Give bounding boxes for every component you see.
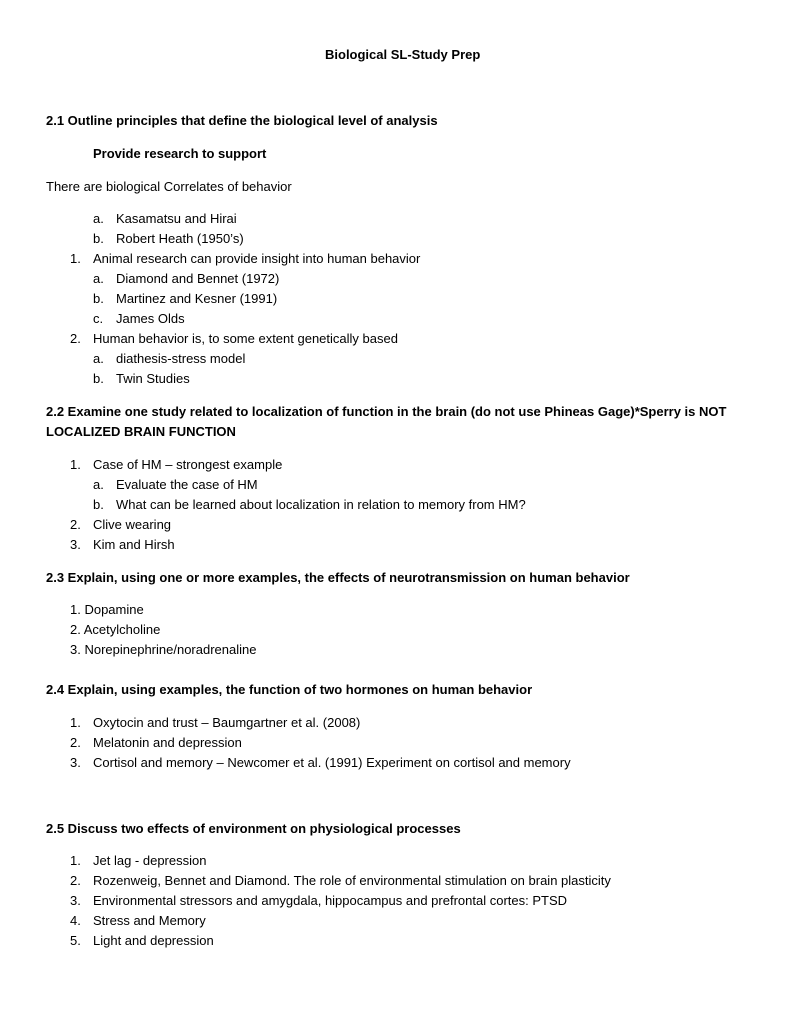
list-marker: a. [93, 351, 104, 366]
list-marker: 2. [70, 735, 81, 750]
section-2-2-heading-line-2: LOCALIZED BRAIN FUNCTION [46, 424, 236, 439]
list-item-text: Case of HM – strongest example [93, 457, 283, 472]
list-item-text: Diamond and Bennet (1972) [116, 271, 280, 286]
list-item: 1. Dopamine [70, 602, 144, 617]
list-marker: 2. [70, 873, 81, 888]
list-marker: 4. [70, 913, 81, 928]
section-2-4-heading: 2.4 Explain, using examples, the function of two hormones on human behavior [46, 682, 533, 697]
list-marker: 2. [70, 331, 81, 346]
list-item-text: Robert Heath (1950’s) [116, 231, 244, 246]
list-marker: 1. [70, 457, 81, 472]
list-marker: b. [93, 497, 104, 512]
list-marker: a. [93, 211, 104, 226]
list-item-text: Human behavior is, to some extent genetically based [93, 331, 398, 346]
list-item-text: Kim and Hirsh [93, 537, 175, 552]
list-item-text: Cortisol and memory – Newcomer et al. (1991) Experiment on cortisol and memory [93, 755, 571, 770]
list-item-text: Environmental stressors and amygdala, hippocampus and prefrontal cortes: PTSD [93, 893, 568, 908]
list-item-text: Stress and Memory [93, 913, 206, 928]
list-marker: c. [93, 311, 104, 326]
section-2-1-heading: 2.1 Outline principles that define the biological level of analysis [46, 113, 438, 128]
list-marker: 1. [70, 251, 81, 266]
list-item-text: Jet lag - depression [93, 853, 207, 868]
list-item: 2. Acetylcholine [70, 622, 161, 637]
list-item-text: Clive wearing [93, 517, 172, 532]
list-marker: 1. [70, 715, 81, 730]
section-2-2-heading-line-1: 2.2 Examine one study related to localization of function in the brain (do not use Phineas Gage)*Sperry is NOT [46, 404, 727, 419]
list-marker: b. [93, 371, 104, 386]
list-item-text: Evaluate the case of HM [116, 477, 258, 492]
list-item-text: Animal research can provide insight into human behavior [93, 251, 421, 266]
section-2-1-subheading: Provide research to support [93, 146, 267, 161]
list-item-text: diathesis-stress model [116, 351, 246, 366]
list-item-text: James Olds [116, 311, 185, 326]
section-2-1-intro: There are biological Correlates of behavior [46, 179, 292, 194]
list-item-text: Kasamatsu and Hirai [116, 211, 237, 226]
list-marker: 3. [70, 537, 81, 552]
list-item-text: Melatonin and depression [93, 735, 242, 750]
list-marker: a. [93, 477, 104, 492]
list-item-text: Oxytocin and trust – Baumgartner et al. (2008) [93, 715, 361, 730]
page-title: Biological SL-Study Prep [325, 47, 481, 62]
list-marker: b. [93, 291, 104, 306]
list-item-text: Martinez and Kesner (1991) [116, 291, 278, 306]
list-item: 3. Norepinephrine/noradrenaline [70, 642, 257, 657]
list-marker: 3. [70, 893, 81, 908]
list-item-text: Light and depression [93, 933, 214, 948]
list-item-text: What can be learned about localization in relation to memory from HM? [116, 497, 526, 512]
list-marker: 3. [70, 755, 81, 770]
list-marker: 5. [70, 933, 81, 948]
list-marker: a. [93, 271, 104, 286]
section-2-5-heading: 2.5 Discuss two effects of environment on physiological processes [46, 821, 461, 836]
section-2-3-heading: 2.3 Explain, using one or more examples, the effects of neurotransmission on human behavior [46, 570, 630, 585]
list-marker: 1. [70, 853, 81, 868]
list-item-text: Rozenweig, Bennet and Diamond. The role of environmental stimulation on brain plasticity [93, 873, 611, 888]
list-item-text: Twin Studies [116, 371, 190, 386]
list-marker: 2. [70, 517, 81, 532]
list-marker: b. [93, 231, 104, 246]
